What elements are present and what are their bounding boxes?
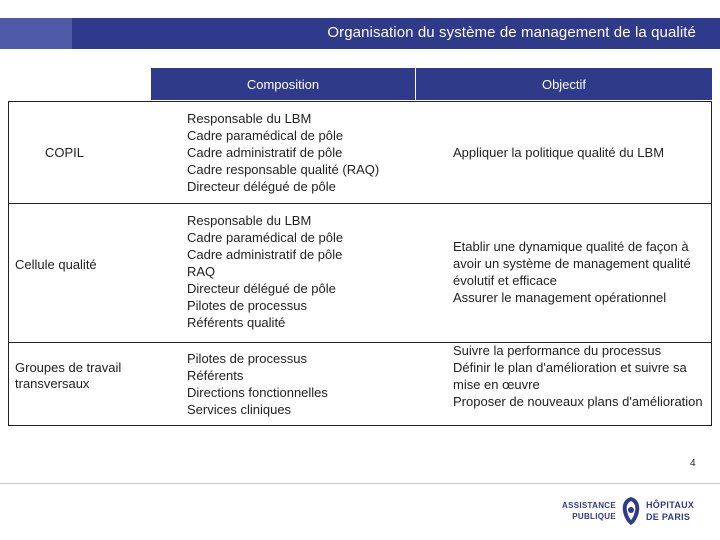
composition-item: Directeur délégué de pôle bbox=[187, 281, 336, 296]
footer-divider bbox=[0, 483, 720, 484]
objectif-item: Proposer de nouveaux plans d'amélioration bbox=[453, 394, 703, 409]
title-bar bbox=[0, 18, 720, 49]
row-divider bbox=[8, 203, 712, 204]
logo-text-left bbox=[560, 500, 616, 522]
composition-item: Responsable du LBM bbox=[187, 111, 312, 126]
row-cellule-qualite-composition bbox=[187, 212, 412, 331]
logo-line: PUBLIQUE bbox=[572, 512, 616, 521]
row-groupes-objectif bbox=[453, 342, 709, 410]
title-accent-block bbox=[0, 18, 72, 49]
composition-item: Référents qualité bbox=[187, 315, 286, 330]
page-title: Organisation du système de management de la qualité bbox=[327, 24, 696, 41]
composition-item: Référents bbox=[187, 368, 244, 383]
objectif-item: Etablir une dynamique qualité de façon à avoir un système de management qualité évolutif et efficace bbox=[453, 239, 691, 288]
composition-item: Services cliniques bbox=[187, 402, 292, 417]
column-header-composition bbox=[151, 68, 415, 100]
logo-text-right bbox=[646, 499, 694, 523]
row-copil-composition bbox=[187, 110, 412, 195]
aphp-logo bbox=[560, 495, 712, 529]
composition-item: Cadre administratif de pôle bbox=[187, 247, 343, 262]
objectif-item: Assurer le management opérationnel bbox=[453, 290, 667, 305]
column-header-composition-label: Composition bbox=[246, 76, 320, 92]
composition-item: Cadre paramédical de pôle bbox=[187, 128, 344, 143]
page-number: 4 bbox=[690, 458, 696, 469]
composition-item: Cadre administratif de pôle bbox=[187, 145, 343, 160]
row-label-cellule-qualite: Cellule qualité bbox=[15, 257, 97, 272]
composition-item: Directeur délégué de pôle bbox=[187, 179, 336, 194]
composition-item: Cadre paramédical de pôle bbox=[187, 230, 344, 245]
row-label-copil: COPIL bbox=[45, 145, 85, 160]
composition-item: RAQ bbox=[187, 264, 216, 279]
logo-emblem-icon bbox=[619, 495, 643, 527]
logo-line: DE PARIS bbox=[646, 512, 691, 522]
composition-item: Responsable du LBM bbox=[187, 213, 312, 228]
composition-item: Cadre responsable qualité (RAQ) bbox=[187, 162, 380, 177]
logo-line: HÔPITAUX bbox=[646, 500, 695, 510]
composition-item: Pilotes de processus bbox=[187, 351, 307, 366]
row-copil-objectif bbox=[453, 144, 709, 161]
row-divider bbox=[8, 101, 712, 102]
objectif-item: Définir le plan d'amélioration et suivre sa mise en œuvre bbox=[453, 360, 687, 392]
logo-line: ASSISTANCE bbox=[562, 501, 616, 510]
composition-item: Pilotes de processus bbox=[187, 298, 307, 313]
row-groupes-composition bbox=[187, 350, 412, 418]
column-header-objectif-label: Objectif bbox=[541, 76, 587, 92]
objectif-item: Appliquer la politique qualité du LBM bbox=[453, 145, 665, 160]
objectif-item: Suivre la performance du processus bbox=[453, 343, 662, 358]
row-cellule-qualite-objectif bbox=[453, 238, 709, 306]
composition-item: Directions fonctionnelles bbox=[187, 385, 328, 400]
row-label-groupes-de-travail: Groupes de travail transversaux bbox=[15, 360, 122, 391]
column-header-objectif bbox=[416, 68, 712, 100]
